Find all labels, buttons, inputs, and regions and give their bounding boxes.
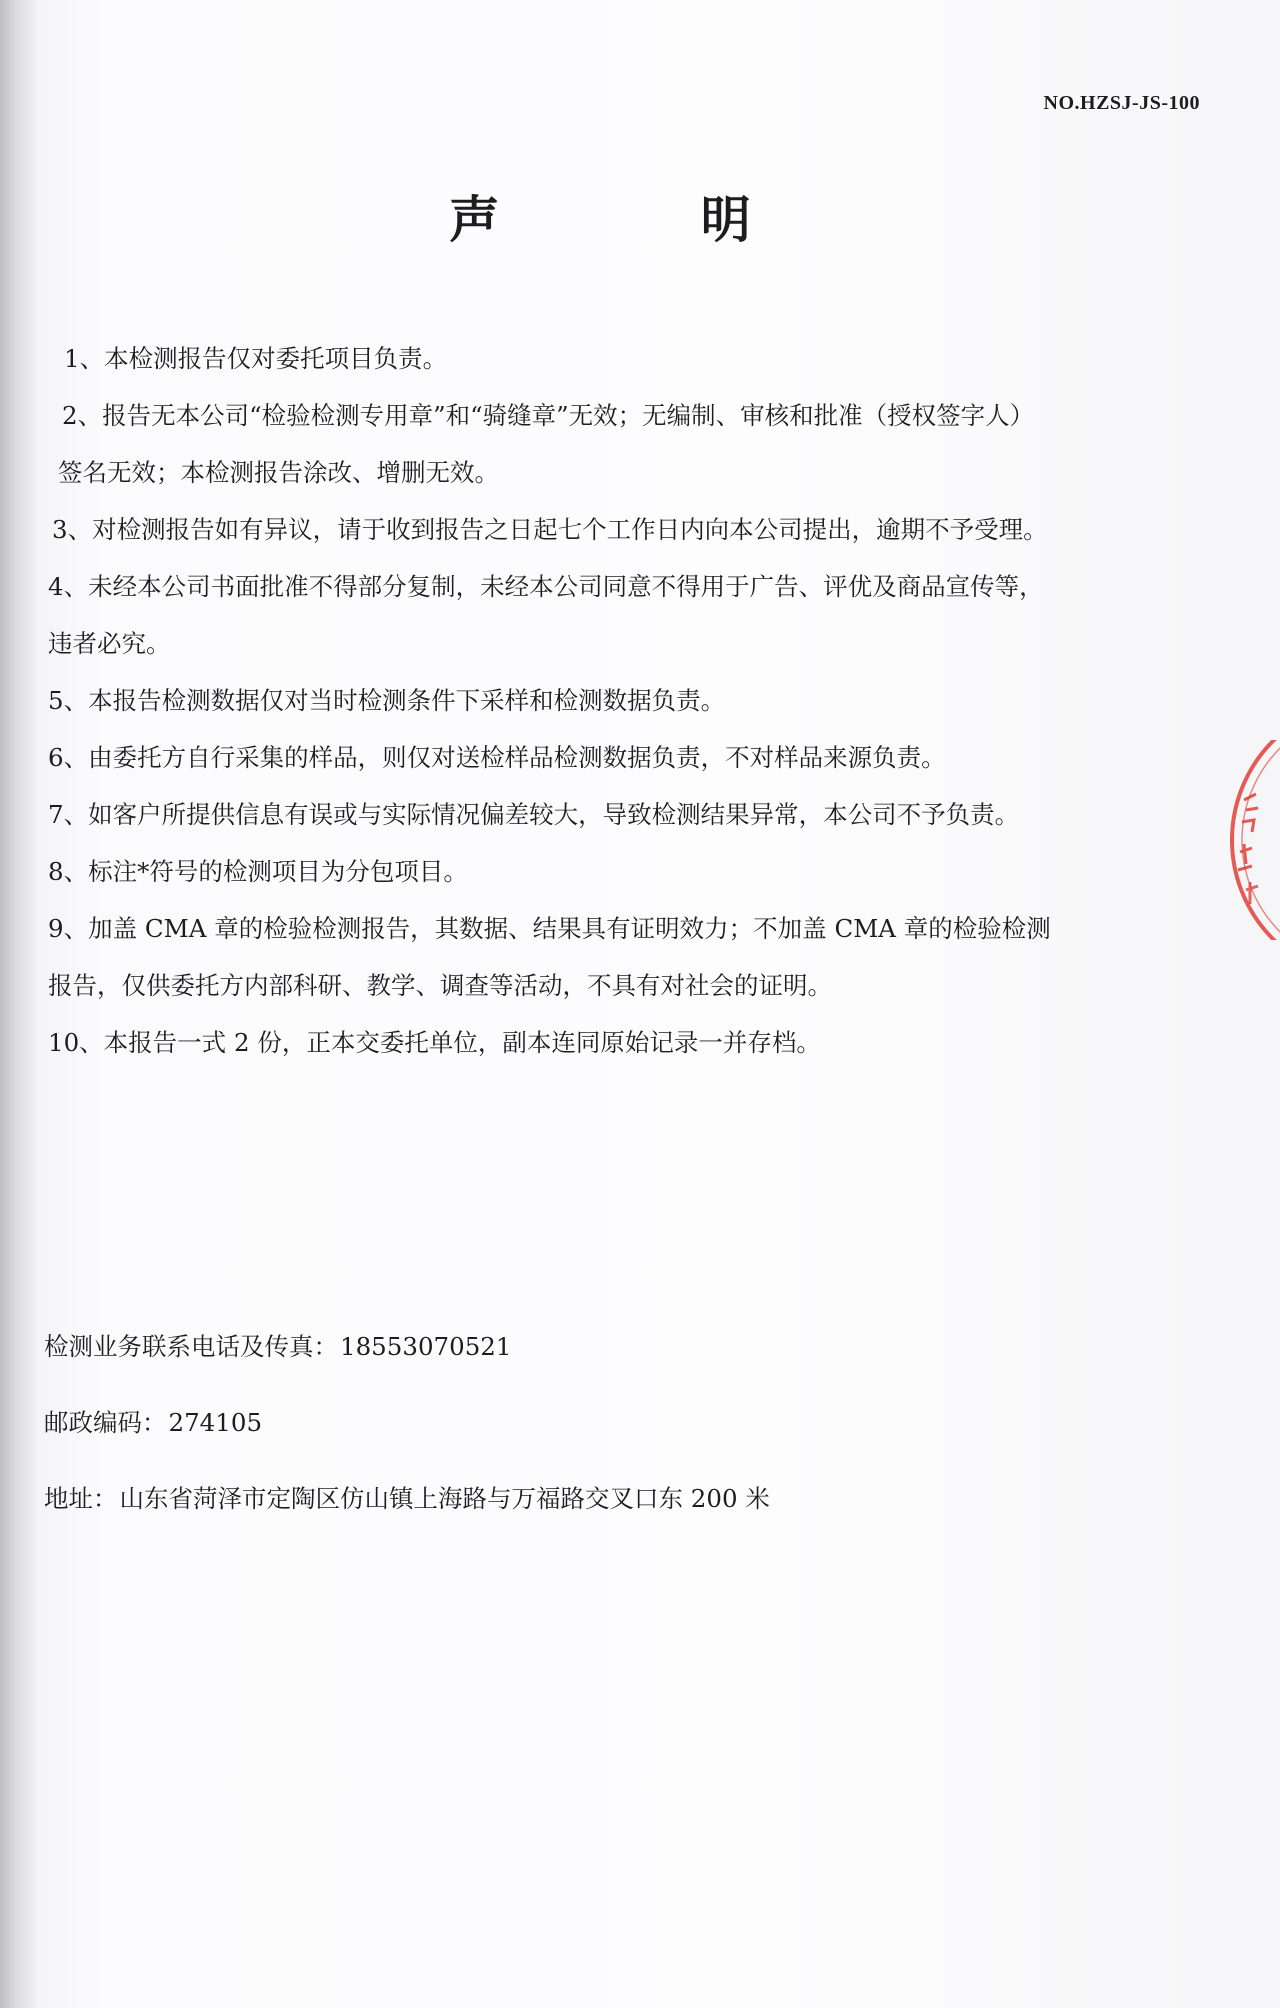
document-number: NO.HZSJ-JS-100 bbox=[1043, 92, 1200, 114]
clause-2-continued: 签名无效；本检测报告涂改、增删无效。 bbox=[58, 458, 499, 487]
clause-4-continued: 违者必究。 bbox=[48, 629, 171, 658]
binding-edge bbox=[0, 0, 36, 2008]
clause-2: 2、报告无本公司“检验检测专用章”和“骑缝章”无效；无编制、审核和批准（授权签字人） bbox=[62, 401, 1035, 430]
address-label: 地址： bbox=[44, 1484, 118, 1513]
address-value: 山东省菏泽市定陶区仿山镇上海路与万福路交叉口东 200 米 bbox=[119, 1484, 770, 1513]
postcode-value: 274105 bbox=[168, 1408, 263, 1437]
clause-9: 9、加盖 CMA 章的检验检测报告，其数据、结果具有证明效力；不加盖 CMA 章的检验检测 bbox=[48, 914, 1051, 943]
clause-8: 8、标注*符号的检测项目为分包项目。 bbox=[48, 857, 468, 886]
phone-label: 检测业务联系电话及传真： bbox=[44, 1332, 338, 1361]
phone-number: 18553070521 bbox=[340, 1332, 512, 1361]
clause-5: 5、本报告检测数据仅对当时检测条件下采样和检测数据负责。 bbox=[48, 686, 726, 715]
postcode-label: 邮政编码： bbox=[44, 1408, 167, 1437]
clause-4: 4、未经本公司书面批准不得部分复制，未经本公司同意不得用于广告、评优及商品宣传等， bbox=[48, 572, 1044, 601]
clause-10: 10、本报告一式 2 份，正本交委托单位，副本连同原始记录一并存档。 bbox=[48, 1028, 821, 1057]
clause-3: 3、对检测报告如有异议，请于收到报告之日起七个工作日内向本公司提出，逾期不予受理。 bbox=[52, 515, 1048, 544]
statement-clauses bbox=[48, 330, 1188, 1071]
clause-7: 7、如客户所提供信息有误或与实际情况偏差较大，导致检测结果异常，本公司不予负责。 bbox=[48, 800, 1020, 829]
phone-line bbox=[44, 1328, 1144, 1366]
page-title: 声 明 bbox=[449, 190, 843, 249]
red-seal-stamp-icon bbox=[1222, 740, 1280, 940]
address-line bbox=[44, 1480, 1144, 1518]
clause-6: 6、由委托方自行采集的样品，则仅对送检样品检测数据负责，不对样品来源负责。 bbox=[48, 743, 946, 772]
postcode-line bbox=[44, 1404, 1144, 1442]
contact-info bbox=[44, 1328, 1144, 1556]
clause-9-continued: 报告，仅供委托方内部科研、教学、调查等活动，不具有对社会的证明。 bbox=[48, 971, 832, 1000]
clause-1: 1、本检测报告仅对委托项目负责。 bbox=[64, 344, 448, 373]
